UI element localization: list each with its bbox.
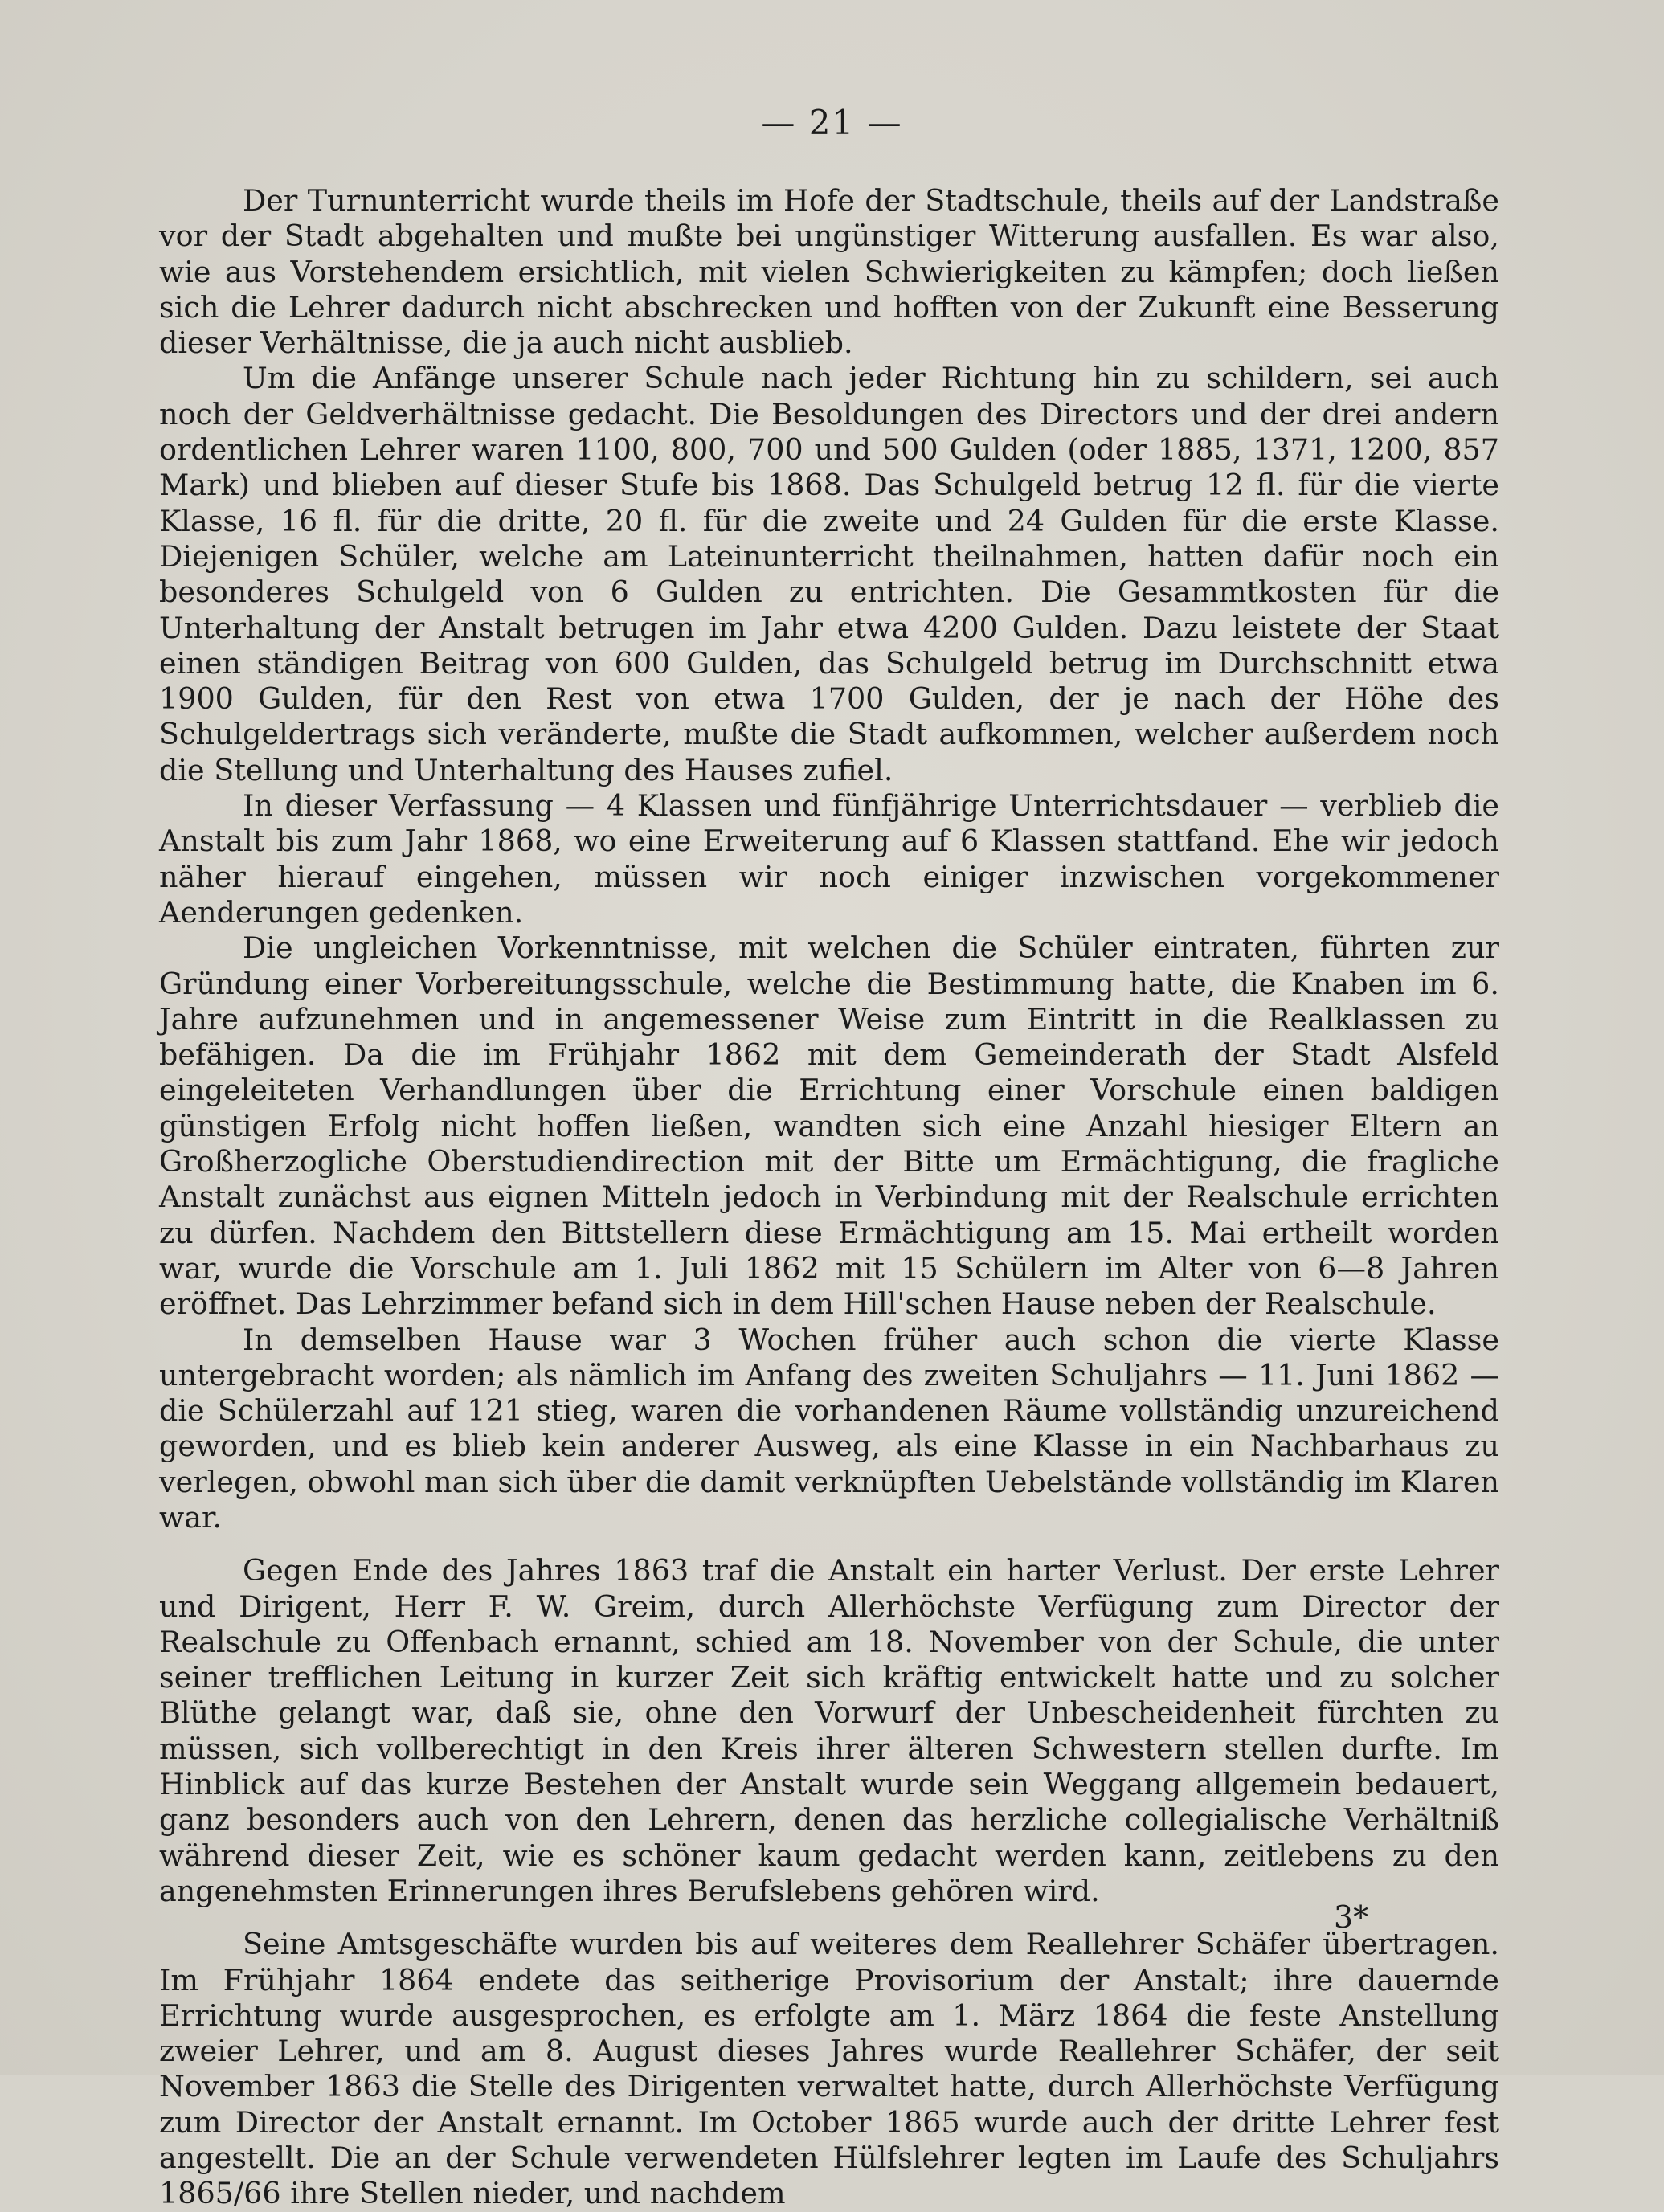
paragraph-vorschule: Die ungleichen Vorkenntnisse, mit welchen die Schüler eintraten, führten zur Gründung einer Vorbereitungsschule, welche die Bestimmung hatte, die Knaben im 6. Jahre aufzunehmen und in angemessener Weise zum Eintritt in die Realklassen zu befähigen. Da die im Frühjahr 1862 mit dem Gemeinderath der Stadt Alsfeld eingeleiteten Verhandlungen über die Errichtung einer Vorschule einen baldigen günstigen Erfolg nicht hoffen ließen, wandten sich eine Anzahl hiesiger Eltern an Großherzogliche Oberstudiendirection mit der Bitte um Ermächtigung, die fragliche Anstalt zunächst aus eignen Mitteln jedoch in Verbindung mit der Realschule errichten zu dürfen. Nachdem den Bittstellern diese Ermächtigung am 15. Mai ertheilt worden war, wurde die Vorschule am 1. Juli 1862 mit 15 Schülern im Alter von 6—8 Jahren eröffnet. Das Lehrzimmer befand sich in dem Hill'schen Hause neben der Realschule. [159, 930, 1499, 1322]
paragraph-turnunterricht: Der Turnunterricht wurde theils im Hofe der Stadtschule, theils auf der Landstraße vor der Stadt abgehalten und mußte bei ungünstiger Witterung ausfallen. Es war also, wie aus Vorstehendem ersichtlich, mit vielen Schwierigkeiten zu kämpfen; doch ließen sich die Lehrer dadurch nicht abschrecken und hofften von der Zukunft eine Besserung dieser Verhältnisse, die ja auch nicht ausblieb. [159, 183, 1499, 361]
page-number: — 21 — [761, 103, 903, 142]
paragraph-verfassung: In dieser Verfassung — 4 Klassen und fünfjährige Unterrichtsdauer — verblieb die Anstalt bis zum Jahr 1868, wo eine Erweiterung auf 6 Klassen stattfand. Ehe wir jedoch näher hierauf eingehen, müssen wir noch einiger inzwischen vorgekommener Aenderungen gedenken. [159, 788, 1499, 930]
paragraph-amtsgeschaefte: Seine Amtsgeschäfte wurden bis auf weiteres dem Reallehrer Schäfer übertragen. Im Frühjahr 1864 endete das seitherige Provisorium der Anstalt; ihre dauernde Errichtung wurde ausgesprochen, es erfolgte am 1. März 1864 die feste Anstellung zweier Lehrer, und am 8. August dieses Jahres wurde Reallehrer Schäfer, der seit November 1863 die Stelle des Dirigenten verwaltet hatte, durch Allerhöchste Verfügung zum Director der Anstalt ernannt. Im October 1865 wurde auch der dritte Lehrer fest angestellt. Die an der Schule verwendeten Hülfslehrer legten im Laufe des Schuljahrs 1865/66 ihre Stellen nieder, und nachdem [159, 1927, 1499, 2211]
body-text [159, 183, 1499, 2212]
signature-mark: 3* [1334, 1899, 1369, 1935]
paragraph-geldverhaeltnisse: Um die Anfänge unserer Schule nach jeder Richtung hin zu schildern, sei auch noch der Geldverhältnisse gedacht. Die Besoldungen des Directors und der drei andern ordentlichen Lehrer waren 1100, 800, 700 und 500 Gulden (oder 1885, 1371, 1200, 857 Mark) und blieben auf dieser Stufe bis 1868. Das Schulgeld betrug 12 fl. für die vierte Klasse, 16 fl. für die dritte, 20 fl. für die zweite und 24 Gulden für die erste Klasse. Diejenigen Schüler, welche am Lateinunterricht theilnahmen, hatten dafür noch ein besonderes Schulgeld von 6 Gulden zu entrichten. Die Gesammtkosten für die Unterhaltung der Anstalt betrugen im Jahr etwa 4200 Gulden. Dazu leistete der Staat einen ständigen Beitrag von 600 Gulden, das Schulgeld betrug im Durchschnitt etwa 1900 Gulden, für den Rest von etwa 1700 Gulden, der je nach der Höhe des Schulgeldertrags sich veränderte, mußte die Stadt aufkommen, welcher außerdem noch die Stellung und Unterhaltung des Hauses zufiel. [159, 361, 1499, 787]
paragraph-demselben-hause: In demselben Hause war 3 Wochen früher auch schon die vierte Klasse untergebracht worden; als nämlich im Anfang des zweiten Schuljahrs — 11. Juni 1862 — die Schülerzahl auf 121 stieg, waren die vorhandenen Räume vollständig unzureichend geworden, und es blieb kein anderer Ausweg, als eine Klasse in ein Nachbarhaus zu verlegen, obwohl man sich über die damit verknüpften Uebelstände vollständig im Klaren war. [159, 1322, 1499, 1535]
paragraph-greim: Gegen Ende des Jahres 1863 traf die Anstalt ein harter Verlust. Der erste Lehrer und Dirigent, Herr F. W. Greim, durch Allerhöchste Verfügung zum Director der Realschule zu Offenbach ernannt, schied am 18. November von der Schule, die unter seiner trefflichen Leitung in kurzer Zeit sich kräftig entwickelt hatte und zu solcher Blüthe gelangt war, daß sie, ohne den Vorwurf der Unbescheidenheit fürchten zu müssen, sich vollberechtigt in den Kreis ihrer älteren Schwestern stellen durfte. Im Hinblick auf das kurze Bestehen der Anstalt wurde sein Weggang allgemein bedauert, ganz besonders auch von den Lehrern, denen das herzliche collegialische Verhältniß während dieser Zeit, wie es schöner kaum gedacht werden kann, zeitlebens zu den angenehmsten Erinnerungen ihres Berufslebens gehören wird. [159, 1553, 1499, 1908]
